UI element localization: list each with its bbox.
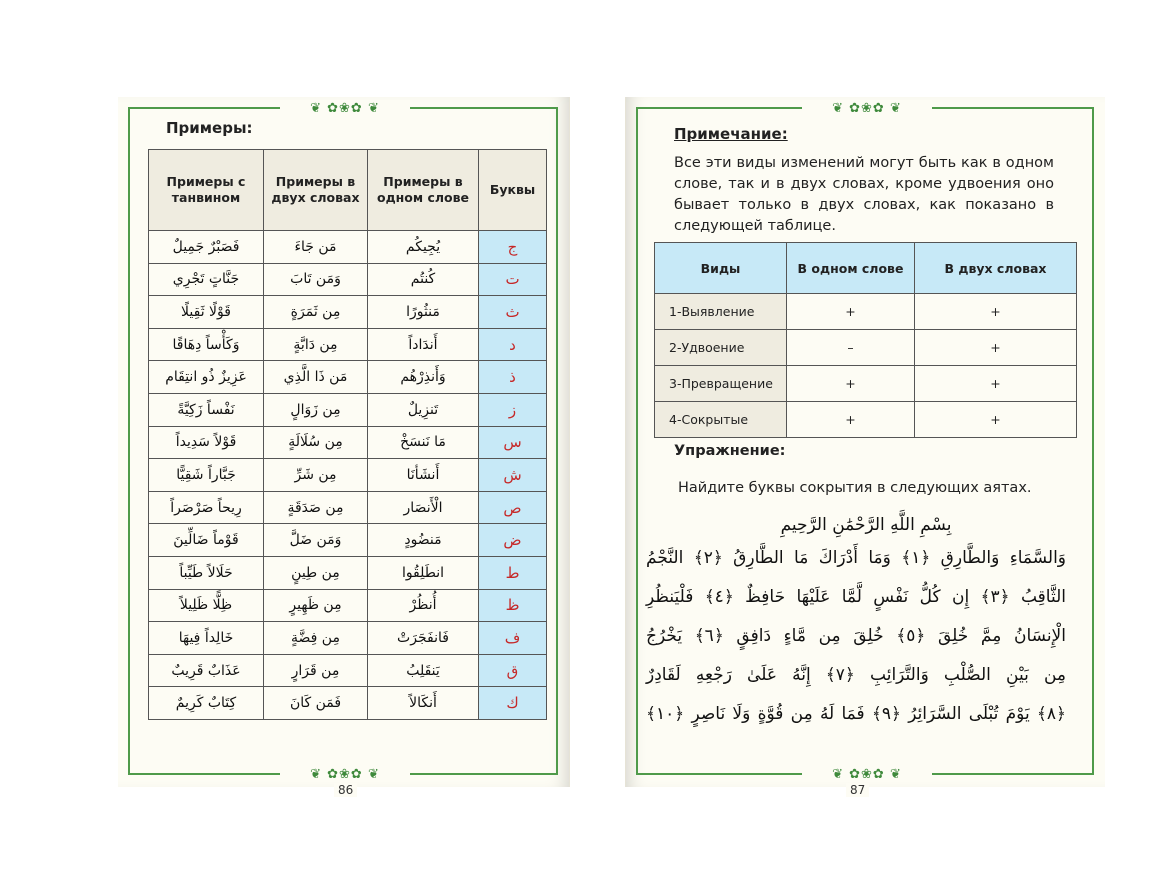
- ayah-line: وَالسَّمَاءِ وَالطَّارِقِ ﴿١﴾ وَمَا أَدْرَاكَ مَا الطَّارِقُ ﴿٢﴾ النَّجْمُ: [646, 548, 1067, 568]
- example-two-words: مِن ثَمَرَةٍ: [264, 296, 368, 329]
- example-one-word: مَنضُودٍ: [368, 524, 479, 557]
- kind-label: 2-Удвоение: [655, 330, 787, 366]
- left-page: [118, 97, 570, 797]
- col-header-tanwin: Примеры с танвином: [149, 150, 264, 231]
- example-one-word: أُنظُرْ: [368, 589, 479, 622]
- letter-cell: ف: [479, 622, 547, 655]
- in-one-word-mark: +: [787, 402, 915, 438]
- letter-cell: ض: [479, 524, 547, 557]
- kinds-table: [654, 242, 1077, 438]
- col-header-two-words: Примеры в двух словах: [264, 150, 368, 231]
- example-one-word: يَنقَلِبُ: [368, 654, 479, 687]
- table-row: [149, 589, 547, 622]
- ornament-bottom: ❦ ✿❀✿ ❦: [802, 766, 932, 782]
- example-tanwin: قَوْلًا ثَقِيلًا: [149, 296, 264, 329]
- letter-cell: ق: [479, 654, 547, 687]
- example-tanwin: رِيحاً صَرْصَراً: [149, 491, 264, 524]
- table-row: [149, 328, 547, 361]
- examples-heading: Примеры:: [166, 119, 253, 137]
- example-one-word: مَا نَنسَخْ: [368, 426, 479, 459]
- example-tanwin: عَزِيزٌ ذُو انتِقَام: [149, 361, 264, 394]
- col-header-kinds: Виды: [655, 243, 787, 294]
- letter-cell: ص: [479, 491, 547, 524]
- example-tanwin: وَكَأْساً دِهَاقًا: [149, 328, 264, 361]
- letter-cell: ش: [479, 459, 547, 492]
- table-row: [149, 491, 547, 524]
- table-row: [149, 231, 547, 264]
- example-two-words: مِن قَرَارٍ: [264, 654, 368, 687]
- example-tanwin: جَبَّاراً شَقِيًّا: [149, 459, 264, 492]
- example-one-word: الْأَنصَار: [368, 491, 479, 524]
- example-two-words: مِن سُلَالَةٍ: [264, 426, 368, 459]
- example-tanwin: حَلَالاً طَيِّباً: [149, 556, 264, 589]
- letter-cell: ج: [479, 231, 547, 264]
- table-row: [149, 459, 547, 492]
- letter-cell: ث: [479, 296, 547, 329]
- ornament-top: ❦ ✿❀✿ ❦: [280, 100, 410, 116]
- note-text: Все эти виды изменений могут быть как в одном слове, так и в двух словах, кроме удвоения оно бывает только в двух словах, как показано в следующей таблице.: [674, 155, 1054, 234]
- table-row: [149, 687, 547, 720]
- exercise-title: Упражнение:: [674, 443, 786, 459]
- example-two-words: مِن دَابَّةٍ: [264, 328, 368, 361]
- example-two-words: وَمَن ضَلَّ: [264, 524, 368, 557]
- example-one-word: فَانفَجَرَتْ: [368, 622, 479, 655]
- example-tanwin: جَنَّاتٍ تَجْرِي: [149, 263, 264, 296]
- example-one-word: وَأَنذِرْهُم: [368, 361, 479, 394]
- table-row: [655, 294, 1077, 330]
- example-tanwin: كِتَابٌ كَرِيمٌ: [149, 687, 264, 720]
- table-row: [655, 330, 1077, 366]
- basmala: بِسْمِ اللَّهِ الرَّحْمَٰنِ الرَّحِيمِ: [780, 515, 952, 535]
- letter-cell: ذ: [479, 361, 547, 394]
- example-tanwin: عَذَابٌ قَرِيبٌ: [149, 654, 264, 687]
- col-header-letters: Буквы: [479, 150, 547, 231]
- examples-table-body: [149, 231, 547, 720]
- note-title: Примечание:: [674, 125, 788, 143]
- example-two-words: مِن طِينٍ: [264, 556, 368, 589]
- letter-cell: ت: [479, 263, 547, 296]
- table-row: [149, 524, 547, 557]
- col-header-in-two-words: В двух словах: [915, 243, 1077, 294]
- example-tanwin: خَالِداً فِيهَا: [149, 622, 264, 655]
- ornament-bottom: ❦ ✿❀✿ ❦: [280, 766, 410, 782]
- kind-label: 4-Сокрытые: [655, 402, 787, 438]
- kinds-table-body: [655, 294, 1077, 438]
- example-tanwin: قَوْلاً سَدِيداً: [149, 426, 264, 459]
- example-two-words: مِن ظَهِيرٍ: [264, 589, 368, 622]
- ornament-top: ❦ ✿❀✿ ❦: [802, 100, 932, 116]
- example-one-word: أَنكَالاً: [368, 687, 479, 720]
- example-two-words: مِن زَوَالٍ: [264, 393, 368, 426]
- in-one-word-mark: +: [787, 366, 915, 402]
- example-two-words: مِن صَدَقَةٍ: [264, 491, 368, 524]
- in-one-word-mark: +: [787, 294, 915, 330]
- col-header-in-one-word: В одном слове: [787, 243, 915, 294]
- in-two-words-mark: +: [915, 294, 1077, 330]
- example-tanwin: نَفْساً زَكِيَّةً: [149, 393, 264, 426]
- example-two-words: مِن شَرِّ: [264, 459, 368, 492]
- table-row: [149, 393, 547, 426]
- in-two-words-mark: +: [915, 330, 1077, 366]
- example-two-words: فَمَن كَانَ: [264, 687, 368, 720]
- ayah-line: مِن بَيْنِ الصُّلْبِ وَالتَّرَائِبِ ﴿٧﴾ إِنَّهُ عَلَىٰ رَجْعِهِ لَقَادِرٌ: [646, 665, 1066, 685]
- example-one-word: انطَلِقُوا: [368, 556, 479, 589]
- example-two-words: مِن فِضَّةٍ: [264, 622, 368, 655]
- table-row: [149, 296, 547, 329]
- right-page: [625, 97, 1105, 797]
- in-one-word-mark: –: [787, 330, 915, 366]
- example-tanwin: ظِلًّا ظَلِيلاً: [149, 589, 264, 622]
- col-header-one-word: Примеры в одном слове: [368, 150, 479, 231]
- table-row: [149, 654, 547, 687]
- in-two-words-mark: +: [915, 366, 1077, 402]
- table-row: [655, 366, 1077, 402]
- table-row: [149, 556, 547, 589]
- example-two-words: مَن ذَا الَّذِي: [264, 361, 368, 394]
- page-number-left: 86: [334, 783, 357, 797]
- table-row: [149, 622, 547, 655]
- in-two-words-mark: +: [915, 402, 1077, 438]
- example-one-word: يُجِيكُم: [368, 231, 479, 264]
- page-number-right: 87: [846, 783, 869, 797]
- examples-table: [148, 149, 547, 720]
- kind-label: 1-Выявление: [655, 294, 787, 330]
- example-one-word: أَنشَأنَا: [368, 459, 479, 492]
- example-tanwin: قَوْماً ضَالِّينَ: [149, 524, 264, 557]
- table-row: [149, 263, 547, 296]
- letter-cell: س: [479, 426, 547, 459]
- letter-cell: ك: [479, 687, 547, 720]
- kind-label: 3-Превращение: [655, 366, 787, 402]
- example-two-words: مَن جَاءَ: [264, 231, 368, 264]
- ayah-line: ﴿٨﴾ يَوْمَ تُبْلَى السَّرَائِرُ ﴿٩﴾ فَمَا لَهُ مِن قُوَّةٍ وَلَا نَاصِرٍ ﴿١٠﴾: [646, 704, 1066, 724]
- example-tanwin: فَصَبْرٌ جَمِيلٌ: [149, 231, 264, 264]
- letter-cell: ز: [479, 393, 547, 426]
- example-one-word: مَنثُورًا: [368, 296, 479, 329]
- letter-cell: ظ: [479, 589, 547, 622]
- example-one-word: كُنتُم: [368, 263, 479, 296]
- letter-cell: د: [479, 328, 547, 361]
- table-row: [655, 402, 1077, 438]
- table-row: [149, 361, 547, 394]
- ayah-line: الْإِنسَانُ مِمَّ خُلِقَ ﴿٥﴾ خُلِقَ مِن مَّاءٍ دَافِقٍ ﴿٦﴾ يَخْرُجُ: [646, 626, 1066, 646]
- examples-table-header: [149, 150, 547, 231]
- letter-cell: ط: [479, 556, 547, 589]
- kinds-table-header: [655, 243, 1077, 294]
- exercise-task: Найдите буквы сокрытия в следующих аятах.: [678, 480, 1032, 496]
- example-one-word: أَندَاداً: [368, 328, 479, 361]
- example-two-words: وَمَن تَابَ: [264, 263, 368, 296]
- example-one-word: تَنزِيلٌ: [368, 393, 479, 426]
- table-row: [149, 426, 547, 459]
- ayah-line: الثَّاقِبُ ﴿٣﴾ إِن كُلُّ نَفْسٍ لَّمَّا عَلَيْهَا حَافِظٌ ﴿٤﴾ فَلْيَنظُرِ: [646, 587, 1066, 607]
